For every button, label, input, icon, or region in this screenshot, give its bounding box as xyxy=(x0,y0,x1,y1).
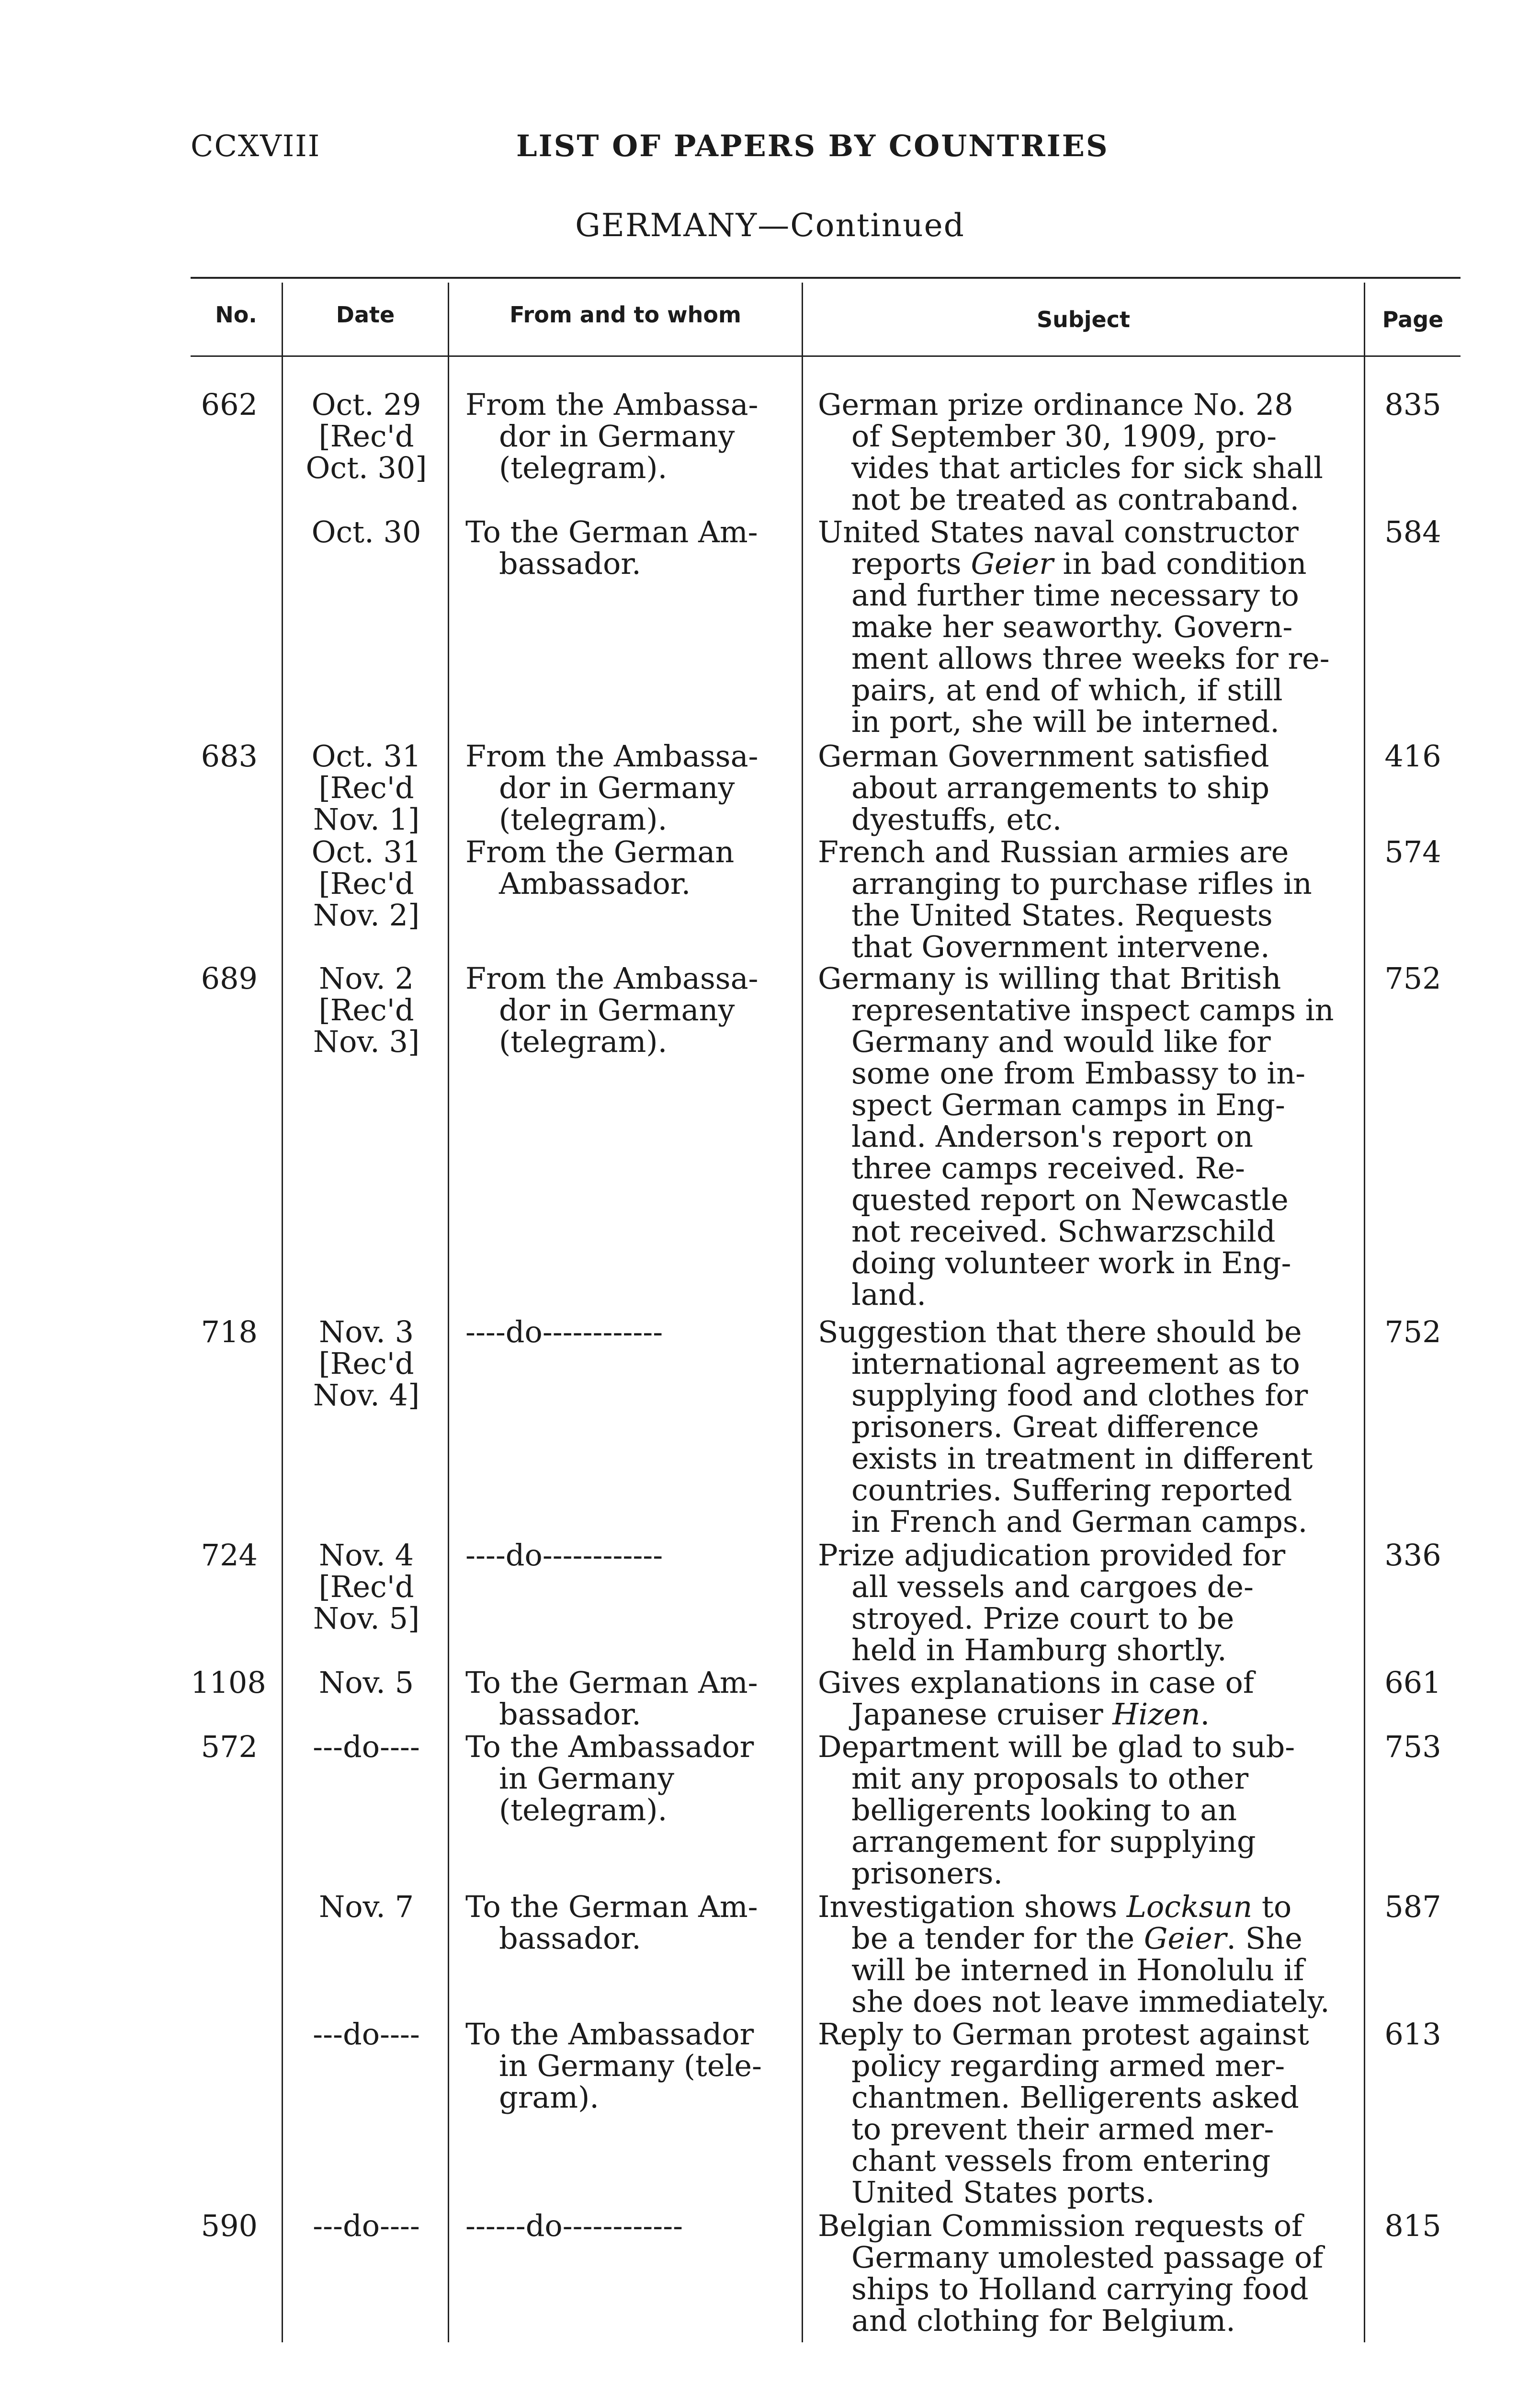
running-head xyxy=(191,128,1455,167)
subject-text xyxy=(818,836,1359,963)
page-number: 752 xyxy=(1384,1314,1441,1349)
cell-line: supplying food and clothes for xyxy=(851,1378,1308,1413)
paper-date xyxy=(287,1316,445,1411)
subject-text xyxy=(818,1731,1359,1889)
cell-line: Nov. 3] xyxy=(313,1024,420,1059)
paper-number: 662 xyxy=(201,387,258,422)
cell-line: bassador. xyxy=(499,1921,641,1956)
from-and-to-whom xyxy=(465,1667,796,1730)
cell-line: German Government satisfied xyxy=(818,739,1269,774)
page-folio: CCXVIII xyxy=(191,128,321,163)
from-and-to-whom xyxy=(465,1316,796,1348)
cell-line: Ambassador. xyxy=(499,866,691,901)
cell-line: From the Ambassa- xyxy=(465,387,759,422)
cell-line: dor in Germany xyxy=(499,992,735,1027)
column-header-date: Date xyxy=(336,302,395,328)
cell-line: in Germany (tele- xyxy=(499,2048,762,2083)
cell-line: ------do------------ xyxy=(465,2208,683,2243)
cell-line: of September 30, 1909, pro- xyxy=(851,419,1277,454)
page-number: 584 xyxy=(1384,514,1441,549)
from-and-to-whom xyxy=(465,963,796,1058)
cell-line: Reply to German protest against xyxy=(818,2017,1309,2052)
cell-line: that Government intervene. xyxy=(851,929,1270,964)
subject-text xyxy=(818,2210,1359,2337)
subject-text xyxy=(818,2019,1359,2208)
paper-number: 572 xyxy=(201,1729,258,1764)
page-number: 336 xyxy=(1384,1538,1441,1573)
paper-number: 724 xyxy=(201,1538,258,1573)
cell-line: not received. Schwarzschild xyxy=(851,1214,1276,1249)
column-header-page: Page xyxy=(1382,307,1444,332)
column-rule-3 xyxy=(802,283,803,2342)
cell-line: and further time necessary to xyxy=(851,578,1299,613)
cell-line: doing volunteer work in Eng- xyxy=(851,1245,1291,1280)
cell-line: all vessels and cargoes de- xyxy=(851,1569,1254,1604)
cell-line: prisoners. Great difference xyxy=(851,1409,1259,1444)
cell-line: she does not leave immediately. xyxy=(851,1984,1330,2019)
cell-line: dor in Germany xyxy=(499,419,735,454)
cell-line: Oct. 30] xyxy=(306,450,427,485)
cell-line: arranging to purchase rifles in xyxy=(851,866,1312,901)
page-number: 613 xyxy=(1384,2017,1441,2052)
cell-line: international agreement as to xyxy=(851,1346,1300,1381)
table-top-rule xyxy=(191,277,1461,279)
column-rule-1 xyxy=(282,283,283,2342)
cell-line: [Rec'd xyxy=(318,1346,414,1381)
paper-date xyxy=(287,2210,445,2242)
cell-line: land. xyxy=(851,1277,927,1312)
cell-line: Nov. 4] xyxy=(313,1378,420,1413)
cell-line: three camps received. Re- xyxy=(851,1151,1245,1186)
cell-line: To the German Am- xyxy=(465,1889,758,1924)
from-and-to-whom xyxy=(465,1731,796,1826)
cell-line: countries. Suffering reported xyxy=(851,1472,1292,1507)
cell-line: [Rec'd xyxy=(318,419,414,454)
paper-date xyxy=(287,963,445,1058)
cell-line: Gives explanations in case of xyxy=(818,1665,1254,1700)
page-number: 752 xyxy=(1384,961,1441,996)
cell-line: Nov. 5 xyxy=(318,1665,414,1700)
subject-text xyxy=(818,1667,1359,1730)
cell-line: ---do---- xyxy=(313,1729,420,1764)
cell-line: [Rec'd xyxy=(318,1569,414,1604)
cell-line: To the German Am- xyxy=(465,1665,758,1700)
running-title: LIST OF PAPERS BY COUNTRIES xyxy=(516,128,1109,163)
from-and-to-whom xyxy=(465,516,796,580)
cell-line: United States ports. xyxy=(851,2175,1155,2210)
cell-line: German prize ordinance No. 28 xyxy=(818,387,1293,422)
cell-line: the United States. Requests xyxy=(851,898,1273,933)
cell-line: (telegram). xyxy=(499,1024,668,1059)
paper-date xyxy=(287,2019,445,2050)
subject-text xyxy=(818,1891,1359,2018)
cell-line: ---do---- xyxy=(313,2208,420,2243)
cell-line: Nov. 7 xyxy=(318,1889,414,1924)
cell-line: Prize adjudication provided for xyxy=(818,1538,1286,1573)
cell-line: Oct. 31 xyxy=(311,834,421,869)
paper-date xyxy=(287,1540,445,1634)
cell-line: bassador. xyxy=(499,1697,641,1732)
cell-line: ships to Holland carrying food xyxy=(851,2271,1309,2306)
cell-line: Nov. 3 xyxy=(318,1314,414,1349)
page-number: 835 xyxy=(1384,387,1441,422)
cell-line: Germany and would like for xyxy=(851,1024,1271,1059)
cell-line: in Germany xyxy=(499,1761,675,1796)
cell-line: Nov. 2] xyxy=(313,898,420,933)
subject-text xyxy=(818,741,1359,835)
cell-line: To the Ambassador xyxy=(465,1729,754,1764)
cell-line: not be treated as contraband. xyxy=(851,482,1300,517)
cell-line: Oct. 29 xyxy=(311,387,421,422)
paper-number: 718 xyxy=(201,1314,258,1349)
cell-line: vides that articles for sick shall xyxy=(851,450,1323,485)
cell-line: reports Geier in bad condition xyxy=(851,546,1307,581)
cell-line: spect German camps in Eng- xyxy=(851,1087,1285,1122)
cell-line: French and Russian armies are xyxy=(818,834,1289,869)
cell-line: [Rec'd xyxy=(318,992,414,1027)
cell-line: ment allows three weeks for re- xyxy=(851,641,1330,676)
cell-line: Investigation shows Locksun to xyxy=(818,1889,1292,1924)
cell-line: land. Anderson's report on xyxy=(851,1119,1254,1154)
paper-date xyxy=(287,389,445,484)
ship-name: Geier xyxy=(971,546,1053,581)
cell-line: make her seaworthy. Govern- xyxy=(851,609,1293,644)
cell-line: quested report on Newcastle xyxy=(851,1182,1289,1217)
column-header-subject: Subject xyxy=(1036,307,1131,332)
section-title: GERMANY—Continued xyxy=(575,207,965,244)
cell-line: Germany is willing that British xyxy=(818,961,1281,996)
cell-line: (telegram). xyxy=(499,802,668,837)
cell-line: held in Hamburg shortly. xyxy=(851,1632,1227,1667)
cell-line: Nov. 2 xyxy=(318,961,414,996)
cell-line: chant vessels from entering xyxy=(851,2143,1271,2178)
cell-line: Nov. 1] xyxy=(313,802,420,837)
cell-line: belligerents looking to an xyxy=(851,1792,1237,1827)
cell-line: [Rec'd xyxy=(318,770,414,805)
cell-line: and clothing for Belgium. xyxy=(851,2303,1235,2338)
cell-line: Belgian Commission requests of xyxy=(818,2208,1302,2243)
paper-number: 590 xyxy=(201,2208,258,2243)
paper-number: 1108 xyxy=(191,1665,266,1700)
from-and-to-whom xyxy=(465,741,796,835)
cell-line: prisoners. xyxy=(851,1856,1003,1891)
ship-name: Geier xyxy=(1144,1921,1227,1956)
cell-line: From the German xyxy=(465,834,735,869)
cell-line: arrangement for supplying xyxy=(851,1824,1256,1859)
column-rule-2 xyxy=(448,283,449,2342)
page-number: 661 xyxy=(1384,1665,1441,1700)
subject-text xyxy=(818,1316,1359,1538)
cell-line: [Rec'd xyxy=(318,866,414,901)
from-and-to-whom xyxy=(465,836,796,900)
ship-name: Locksun xyxy=(1126,1889,1253,1924)
cell-line: dor in Germany xyxy=(499,770,735,805)
paper-date xyxy=(287,741,445,835)
cell-line: United States naval constructor xyxy=(818,514,1299,549)
cell-line: Suggestion that there should be xyxy=(818,1314,1302,1349)
page-number: 574 xyxy=(1384,834,1441,869)
cell-line: to prevent their armed mer- xyxy=(851,2111,1274,2146)
cell-line: dyestuffs, etc. xyxy=(851,802,1062,837)
cell-line: Germany umolested passage of xyxy=(851,2240,1324,2275)
paper-date xyxy=(287,1891,445,1923)
cell-line: pairs, at end of which, if still xyxy=(851,673,1283,707)
cell-line: gram). xyxy=(499,2080,599,2115)
cell-line: Nov. 5] xyxy=(313,1601,420,1636)
cell-line: To the Ambassador xyxy=(465,2017,754,2052)
paper-date xyxy=(287,1667,445,1699)
paper-number: 689 xyxy=(201,961,258,996)
cell-line: exists in treatment in different xyxy=(851,1441,1313,1476)
from-and-to-whom xyxy=(465,2210,796,2242)
ship-name: Hizen xyxy=(1112,1697,1200,1732)
cell-line: about arrangements to ship xyxy=(851,770,1270,805)
page-number: 416 xyxy=(1384,739,1441,774)
subject-text xyxy=(818,1540,1359,1666)
paper-date xyxy=(287,836,445,931)
from-and-to-whom xyxy=(465,1540,796,1571)
cell-line: stroyed. Prize court to be xyxy=(851,1601,1234,1636)
cell-line: chantmen. Belligerents asked xyxy=(851,2080,1299,2115)
cell-line: bassador. xyxy=(499,546,641,581)
column-header-no: No. xyxy=(215,302,257,328)
cell-line: policy regarding armed mer- xyxy=(851,2048,1285,2083)
cell-line: in French and German camps. xyxy=(851,1504,1308,1539)
cell-line: will be interned in Honolulu if xyxy=(851,1952,1304,1987)
cell-line: Nov. 4 xyxy=(318,1538,414,1573)
cell-line: in port, she will be interned. xyxy=(851,704,1280,739)
cell-line: (telegram). xyxy=(499,450,668,485)
cell-line: Department will be glad to sub- xyxy=(818,1729,1295,1764)
header-bottom-rule xyxy=(191,355,1461,357)
page-number: 587 xyxy=(1384,1889,1441,1924)
subject-text xyxy=(818,516,1359,738)
page-number: 753 xyxy=(1384,1729,1441,1764)
cell-line: (telegram). xyxy=(499,1792,668,1827)
paper-date xyxy=(287,516,445,548)
subject-text xyxy=(818,963,1359,1311)
cell-line: To the German Am- xyxy=(465,514,758,549)
from-and-to-whom xyxy=(465,389,796,484)
from-and-to-whom xyxy=(465,2019,796,2113)
cell-line: From the Ambassa- xyxy=(465,739,759,774)
cell-line: ---do---- xyxy=(313,2017,420,2052)
column-header-from: From and to whom xyxy=(510,302,741,328)
cell-line: ----do------------ xyxy=(465,1538,663,1573)
page-number: 815 xyxy=(1384,2208,1441,2243)
paper-date xyxy=(287,1731,445,1763)
cell-line: From the Ambassa- xyxy=(465,961,759,996)
cell-line: Oct. 31 xyxy=(311,739,421,774)
cell-line: some one from Embassy to in- xyxy=(851,1056,1306,1091)
cell-line: be a tender for the Geier. She xyxy=(851,1921,1302,1956)
subject-text xyxy=(818,389,1359,515)
cell-line: ----do------------ xyxy=(465,1314,663,1349)
cell-line: Japanese cruiser Hizen. xyxy=(851,1697,1210,1732)
from-and-to-whom xyxy=(465,1891,796,1954)
cell-line: Oct. 30 xyxy=(311,514,421,549)
cell-line: representative inspect camps in xyxy=(851,992,1334,1027)
paper-number: 683 xyxy=(201,739,258,774)
cell-line: mit any proposals to other xyxy=(851,1761,1249,1796)
